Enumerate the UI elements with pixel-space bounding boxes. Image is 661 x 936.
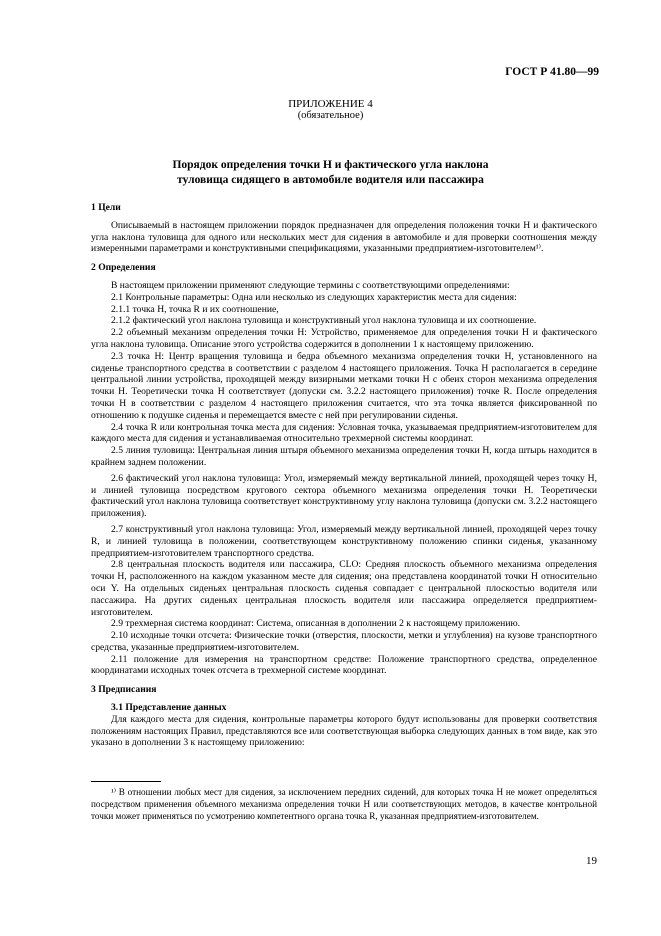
section-heading: 3 Предписания	[91, 684, 157, 696]
appendix-label: ПРИЛОЖЕНИЕ 4	[288, 98, 373, 110]
section-heading: 2 Определения	[91, 262, 156, 274]
title-line-2: туловища сидящего в автомобиле водителя или пассажира	[177, 174, 484, 186]
paragraph: 2.4 точка R или контрольная точка места для сидения: Условная точка, указываемая предприятием-изготовителем для каждого места для сидения и устанавливаемая относительно трехмерной системы координат.	[91, 421, 597, 445]
document-body	[91, 195, 597, 749]
paragraph: 2.2 объемный механизм определения точки H: Устройство, применяемое для определения точки H и фактического угла наклона туловища. Описание этого устройства содержится в дополнении 1 к настоящему приложению.	[91, 327, 597, 350]
appendix-heading	[0, 98, 661, 121]
paragraph: Для каждого места для сидения, контрольные параметры которого будут использованы для проверки соответствия положениям настоящих Правил, представляются все или соответствующая выборка следующих данных в том виде, как это указано в дополнении 3 к настоящему приложению:	[91, 713, 597, 749]
paragraph: 2.3 точка H: Центр вращения туловища и бедра объемного механизма определения точки H, установленного на сиденье транспортного средства в соответствии с разделом 4 настоящего приложения. Точка H располагается в середине центральной линии устройства, проходящей между визирными метками точки H с обеих сторон механизма определения точки H. Теоретически точка H соответствует (допуски см. 3.2.2 настоящего приложения) точке R. После определения точки H в соответствии с разделом 4 настоящего приложения считается, что эта точка является фиксированной по отношению к подушке сиденья и перемещается вместе с ней при регулировании сиденья.	[91, 350, 597, 421]
paragraph: 2.5 линия туловища: Центральная линия штыря объемного механизма определения точки H, когда штырь находится в крайнем заднем положении.	[91, 445, 597, 468]
footnote	[91, 787, 597, 822]
paragraph: 2.11 положение для измерения на транспортном средстве: Положение транспортного средства, определенное координатами исходных точек отсчета в трехмерной системе координат.	[91, 653, 597, 677]
standard-id: ГОСТ Р 41.80—99	[505, 66, 599, 78]
title-line-1: Порядок определения точки H и фактического угла наклона	[172, 159, 489, 171]
appendix-status: (обязательное)	[297, 110, 364, 121]
document-title	[60, 158, 601, 188]
footnote-rule	[91, 781, 161, 782]
footnote-text: ¹⁾ В отношении любых мест для сидения, за исключением передних сидений, для которых точка H не может определяться посредством применения объемного механизма определения точки H или соответствующих методов, в качестве контрольной точки может применяться по усмотрению компетентного органа точка R, указанная предприятием-изготовителем.	[91, 787, 597, 821]
paragraph: 2.7 конструктивный угол наклона туловища: Угол, измеряемый между вертикальной линией, проходящей через точку R, и линией туловища в положении, соответствующем конструктивному положению спинки сиденья, указанному предприятием-изготовителем транспортного средства.	[91, 523, 597, 559]
paragraph: Описываемый в настоящем приложении порядок предназначен для определения положения точки H и фактического угла наклона туловища для одного или нескольких мест для сидения в автомобиле и для проверки соотношения между измеренными параметрами и конструктивными спецификациями, указанными предприятием-изготовителем¹⁾.	[91, 219, 597, 255]
paragraph: В настоящем приложении применяют следующие термины с соответствующими определениями:	[111, 279, 510, 291]
subsection-heading: 3.1 Представление данных	[111, 702, 227, 714]
paragraph: 2.1 Контрольные параметры: Одна или несколько из следующих характеристик места для сидения:	[111, 291, 517, 303]
paragraph: 2.10 исходные точки отсчета: Физические точки (отверстия, плоскости, метки и углубления) на кузове транспортного средства, указанные предприятием-изготовителем.	[91, 630, 597, 653]
paragraph: 2.1.2 фактический угол наклона туловища и конструктивный угол наклона туловища и их соотношение.	[111, 315, 537, 327]
section-heading: 1 Цели	[91, 202, 121, 213]
paragraph: 2.1.1 точка H, точка R и их соотношение,	[111, 303, 279, 315]
paragraph: 2.8 центральная плоскость водителя или пассажира, CLO: Средняя плоскость объемного механизма определения точки H, расположенного на каждом указанном месте для сидения; она представлена координатой точки H относительно оси Y. На отдельных сиденьях центральная плоскость сиденья совпадает с центральной плоскостью водителя или пассажира. На других сиденьях центральная плоскость водителя или пассажира определяется предприятием-изготовителем.	[91, 559, 597, 618]
paragraph: 2.6 фактический угол наклона туловища: Угол, измеряемый между вертикальной линией, проходящей через точку H, и линией туловища посредством кругового сектора объемного механизма определения точки H. Теоретически фактический угол наклона туловища соответствует конструктивному углу наклона туловища (допуски см. 3.2.2 настоящего приложения).	[91, 472, 597, 520]
page-number: 19	[586, 855, 597, 867]
paragraph: 2.9 трехмерная система координат: Система, описанная в дополнении 2 к настоящему приложению.	[111, 618, 521, 630]
